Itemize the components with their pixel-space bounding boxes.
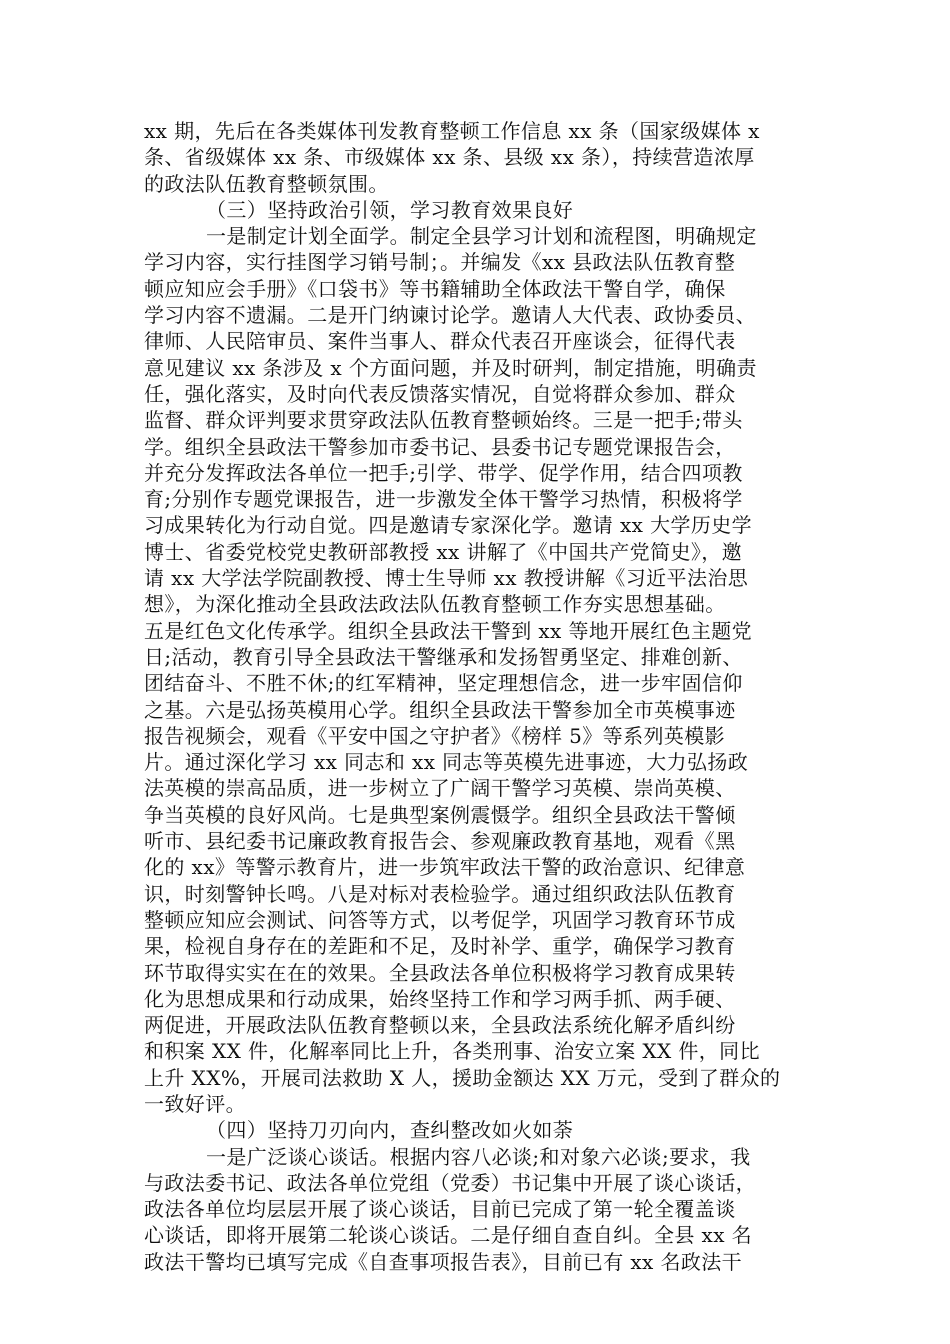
- text-line: 一致好评。: [144, 1091, 246, 1116]
- text-line: 报告视频会，观看《平安中国之守护者》《榜样 5》等系列英模影: [144, 723, 726, 748]
- text-line: 请 xx 大学法学院副教授、博士生导师 xx 教授讲解《习近平法治思: [144, 566, 749, 591]
- text-line: 与政法委书记、政法各单位党组（党委）书记集中开展了谈心谈话，: [144, 1170, 756, 1195]
- text-line: 上升 XX%，开展司法救助 X 人，援助金额达 XX 万元，受到了群众的: [144, 1065, 781, 1090]
- text-line: 团结奋斗、不胜不休;的红军精神，坚定理想信念，进一步牢固信仰: [144, 671, 743, 696]
- text-line: 果，检视自身存在的差距和不足，及时补学、重学，确保学习教育: [144, 934, 736, 959]
- text-line: 任，强化落实，及时向代表反馈落实情况，自觉将群众参加、群众: [144, 381, 736, 406]
- text-line: 之基。六是弘扬英模用心学。组织全县政法干警参加全市英模事迹: [144, 697, 736, 722]
- body-text: [144, 118, 832, 1275]
- text-line: 化的 xx》等警示教育片，进一步筑牢政法干警的政治意识、纪律意: [144, 855, 746, 880]
- text-line: 律师、人民陪审员、案件当事人、群众代表召开座谈会，征得代表: [144, 329, 736, 354]
- text-line: 博士、省委党校党史教研部教授 xx 讲解了《中国共产党简史》，邀: [144, 539, 743, 564]
- text-line: 顿应知应会手册》《口袋书》等书籍辅助全体政法干警自学，确保: [144, 276, 726, 301]
- text-line: 学习内容，实行挂图学习销号制；。并编发《xx 县政法队伍教育整: [144, 250, 736, 275]
- text-line: （四）坚持刀刃向内，查纠整改如火如荼: [206, 1118, 574, 1143]
- text-line: 想》，为深化推动全县政法政法队伍教育整顿工作夯实思想基础。: [144, 592, 726, 617]
- text-line: 政法各单位均层层开展了谈心谈话，目前已完成了第一轮全覆盖谈: [144, 1197, 736, 1222]
- text-line: 化为思想成果和行动成果，始终坚持工作和学习两手抓、两手硬、: [144, 986, 736, 1011]
- text-line: 识，时刻警钟长鸣。八是对标对表检验学。通过组织政法队伍教育: [144, 881, 736, 906]
- text-line: 环节取得实实在在的效果。全县政法各单位积极将学习教育成果转: [144, 960, 736, 985]
- text-line: 法英模的崇高品质，进一步树立了广阔干警学习英模、崇尚英模、: [144, 776, 736, 801]
- text-line: 争当英模的良好风尚。七是典型案例震慑学。组织全县政法干警倾: [144, 802, 736, 827]
- text-line: 监督、群众评判要求贯穿政法队伍教育整顿始终。三是一把手;带头: [144, 408, 743, 433]
- text-line: 一是制定计划全面学。制定全县学习计划和流程图，明确规定: [206, 224, 757, 249]
- text-line: 学。组织全县政法干警参加市委书记、县委书记专题党课报告会，: [144, 434, 736, 459]
- text-line: 习成果转化为行动自觉。四是邀请专家深化学。邀请 xx 大学历史学: [144, 513, 753, 538]
- text-line: 的政法队伍教育整顿氛围。: [144, 171, 389, 196]
- text-line: 学习内容不遗漏。二是开门纳谏讨论学。邀请人大代表、政协委员、: [144, 303, 756, 328]
- text-line: 整顿应知应会测试、问答等方式，以考促学，巩固学习教育环节成: [144, 907, 736, 932]
- text-line: 日;活动，教育引导全县政法干警继承和发扬智勇坚定、排难创新、: [144, 644, 743, 669]
- text-line: （三）坚持政治引领，学习教育效果良好: [206, 197, 574, 222]
- text-line: 政法干警均已填写完成《自查事项报告表》，目前已有 xx 名政法干: [144, 1249, 743, 1274]
- text-line: 听市、县纪委书记廉政教育报告会、参观廉政教育基地，观看《黑: [144, 829, 736, 854]
- text-line: 一是广泛谈心谈话。根据内容八必谈;和对象六必谈;要求，我: [206, 1144, 751, 1169]
- text-line: 意见建议 xx 条涉及 x 个方面问题，并及时研判，制定措施，明确责: [144, 355, 757, 380]
- text-line: 五是红色文化传承学。组织全县政法干警到 xx 等地开展红色主题党: [144, 618, 753, 643]
- text-line: 条、省级媒体 xx 条、市级媒体 xx 条、县级 xx 条），持续营造浓厚: [144, 145, 755, 170]
- text-line: 两促进，开展政法队伍教育整顿以来，全县政法系统化解矛盾纠纷: [144, 1013, 736, 1038]
- text-line: 育;分别作专题党课报告，进一步激发全体干警学习热情，积极将学: [144, 487, 743, 512]
- text-line: 并充分发挥政法各单位一把手;引学、带学、促学作用，结合四项教: [144, 460, 743, 485]
- text-line: 片。通过深化学习 xx 同志和 xx 同志等英模先进事迹，大力弘扬政: [144, 750, 749, 775]
- text-line: 心谈话，即将开展第二轮谈心谈话。二是仔细自查自纠。全县 xx 名: [144, 1223, 753, 1248]
- text-line: xx 期，先后在各类媒体刊发教育整顿工作信息 xx 条（国家级媒体 x: [144, 119, 760, 143]
- text-line: 和积案 XX 件，化解率同比上升，各类刑事、治安立案 XX 件，同比: [144, 1039, 760, 1064]
